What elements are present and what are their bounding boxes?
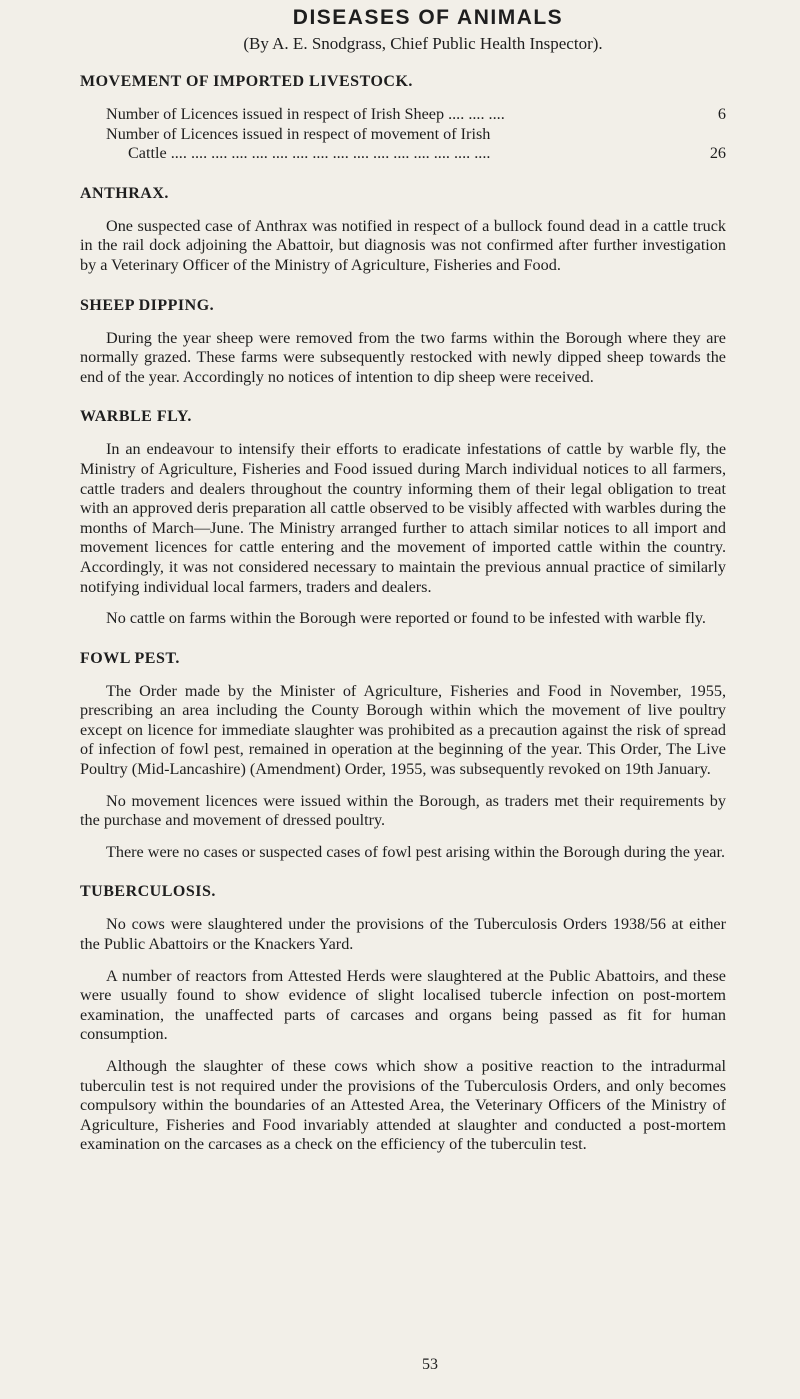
paragraph: No cows were slaughtered under the provisions of the Tuberculosis Orders 1938/56 at either the Public Abattoirs or the Knackers Yard. <box>80 915 726 954</box>
byline: (By A. E. Snodgrass, Chief Public Health Inspector). <box>243 34 603 53</box>
section-warble-fly <box>80 408 726 628</box>
heading-movement: MOVEMENT OF IMPORTED LIVESTOCK. <box>80 73 413 90</box>
heading-warble-fly: WARBLE FLY. <box>80 408 192 426</box>
section-anthrax <box>80 185 726 276</box>
section-fowl-pest <box>80 650 726 863</box>
paragraph: One suspected case of Anthrax was notified in respect of a bullock found dead in a cattle truck in the rail dock adjoining the Abattoir, but diagnosis was not confirmed after further investigation by a Veterinary Officer of the Ministry of Agriculture, Fisheries and Food. <box>80 216 726 274</box>
paragraph: In an endeavour to intensify their efforts to eradicate infestations of cattle by warble fly, the Ministry of Agriculture, Fisheries and Food issued during March individual notices to all farmers, cattle traders and dealers throughout the country informing them of their legal obligation to treat with an approved deris preparation all cattle observed to be visibly affected with warbles during the months of March—June. The Ministry arranged further to attach similar notices to all import and movement licences for cattle entering and the movement of imported cattle within the country. Accordingly, it was not considered necessary to maintain the previous annual practice of similarly notifying individual local farmers, traders and dealers. <box>80 440 726 596</box>
page-number: 53 <box>422 1356 438 1373</box>
heading-tuberculosis: TUBERCULOSIS. <box>80 883 216 901</box>
paragraph: No cattle on farms within the Borough were reported or found to be infested with warble fly. <box>106 609 706 628</box>
paragraph: The Order made by the Minister of Agriculture, Fisheries and Food in November, 1955, prescribing an area including the County Borough within which the movement of live poultry except on licence for immediate slaughter was prohibited as a precaution against the risk of spread of infection of fowl pest, remained in operation at the beginning of the year. This Order, The Live Poultry (Mid-Lancashire) (Amendment) Order, 1955, was subsequently revoked on 19th January. <box>80 681 726 779</box>
paragraph: There were no cases or suspected cases of fowl pest arising within the Borough during the year. <box>106 842 725 861</box>
licence-row-cattle-cont <box>80 144 726 164</box>
licence-row-sheep <box>80 105 726 125</box>
paragraph: No movement licences were issued within the Borough, as traders met their requirements by the purchase and movement of dressed poultry. <box>80 791 726 830</box>
section-tuberculosis <box>80 883 726 1155</box>
heading-fowl-pest: FOWL PEST. <box>80 649 180 667</box>
section-sheep-dipping <box>80 297 726 388</box>
licence-value-sheep: 6 <box>717 105 726 123</box>
heading-sheep-dipping: SHEEP DIPPING. <box>80 296 215 314</box>
licence-label-sheep: Number of Licences issued in respect of Irish Sheep .... .... .... <box>106 105 505 123</box>
licence-label-cattle: Number of Licences issued in respect of movement of Irish <box>106 124 491 143</box>
document-title: DISEASES OF ANIMALS <box>292 6 564 29</box>
licence-row-cattle <box>80 125 726 145</box>
licence-value-cattle: 26 <box>709 144 726 163</box>
paragraph: Although the slaughter of these cows which show a positive reaction to the intradurmal tuberculin test is not required under the provisions of the Tuberculosis Orders, and only becomes compulsory within the boundaries of an Attested Area, the Veterinary Officers of the Ministry of Agriculture, Fisheries and Food invariably attended at slaughter and conducted a post-mortem examination on the carcases as a check on the efficiency of the tuberculin test. <box>80 1057 726 1154</box>
paragraph: A number of reactors from Attested Herds were slaughtered at the Public Abattoirs, and these were usually found to show evidence of slight localised tubercle infection on post-mortem examination, the unaffected parts of carcases and organs being passed as fit for human consumption. <box>80 966 726 1044</box>
heading-anthrax: ANTHRAX. <box>80 184 169 202</box>
section-movement <box>80 73 726 164</box>
licence-label-cattle-cont: Cattle .... .... .... .... .... .... .... .... .... .... .... .... .... .... .... .... <box>128 144 491 163</box>
paragraph: During the year sheep were removed from the two farms within the Borough where they are normally grazed. These farms were subsequently restocked with newly dipped sheep towards the end of the year. Accordingly no notices of intention to dip sheep were received. <box>80 328 726 386</box>
